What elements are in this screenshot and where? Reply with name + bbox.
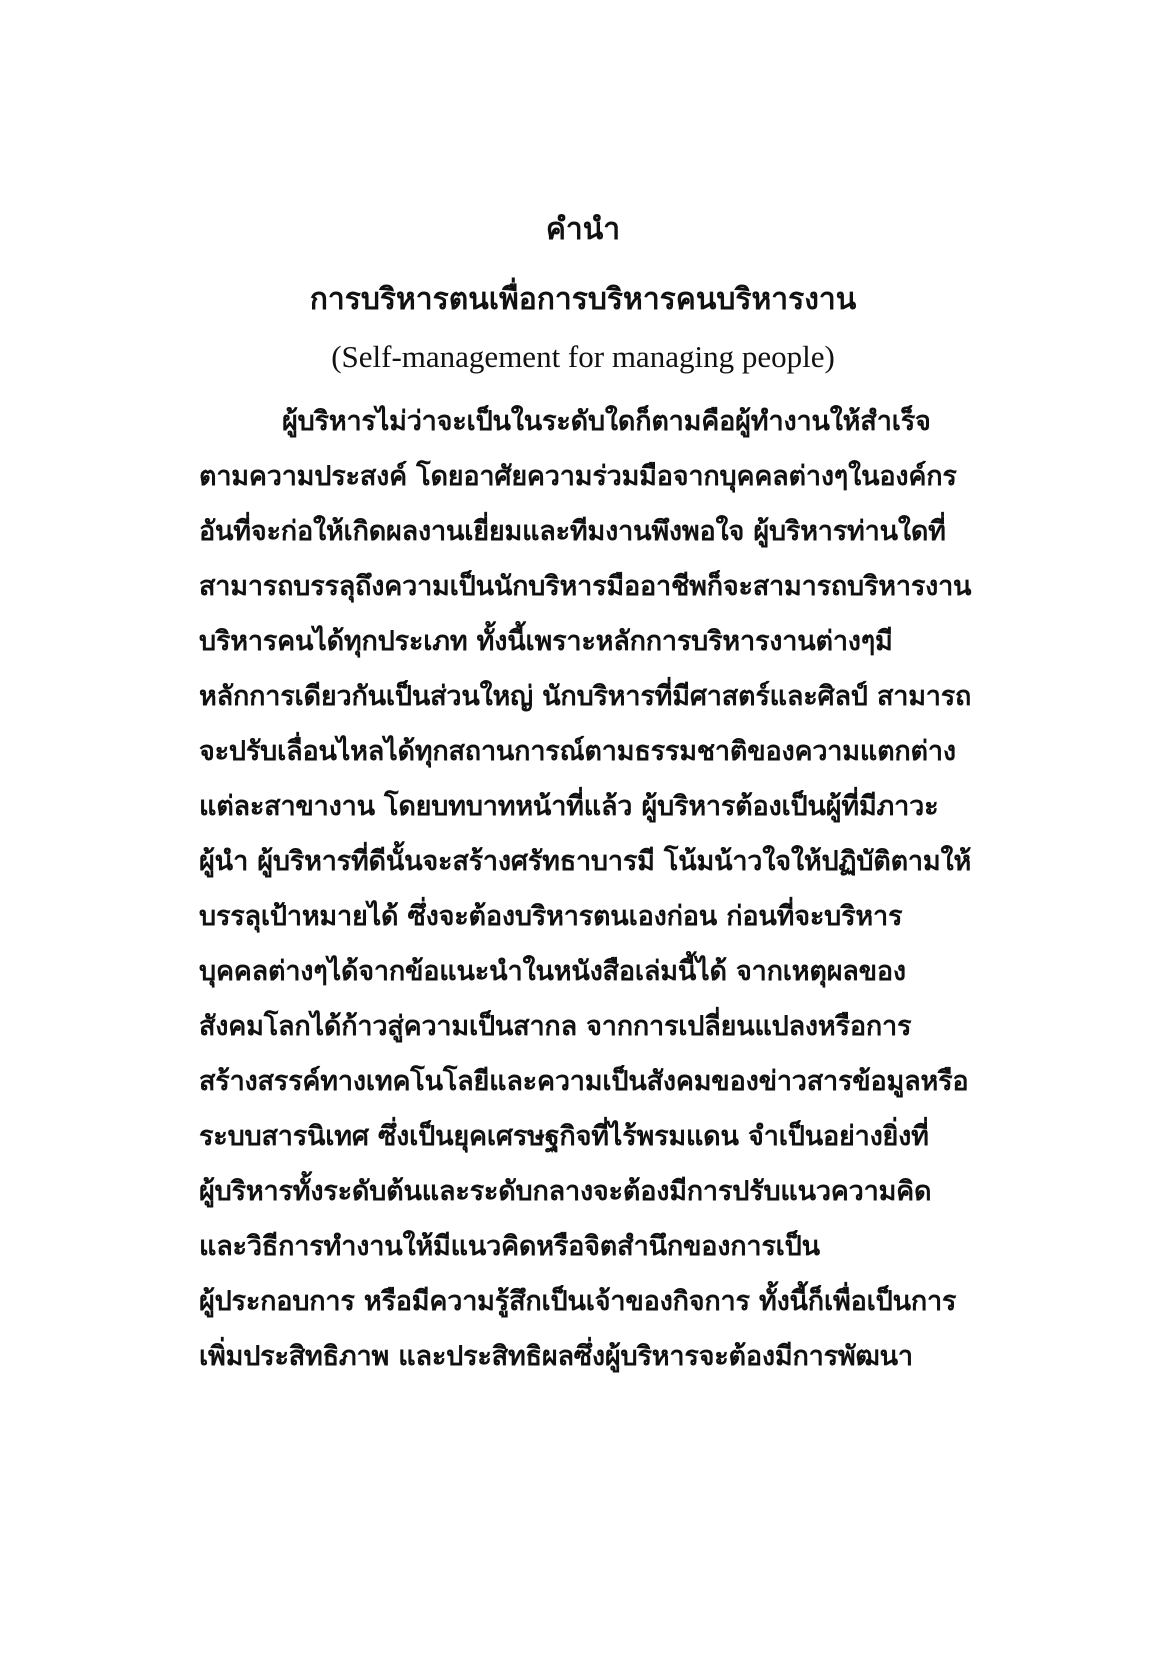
paragraph-line: สังคมโลกได้ก้าวสู่ความเป็นสากล จากการเปลี่ยนแปลงหรือการ (199, 1011, 912, 1042)
paragraph-line: จะปรับเลื่อนไหลได้ทุกสถานการณ์ตามธรรมชาติของความแตกต่าง (199, 736, 956, 767)
paragraph-line: บุคคลต่างๆได้จากข้อแนะนำในหนังสือเล่มนี้ได้ จากเหตุผลของ (199, 956, 906, 987)
paragraph-line: อันที่จะก่อให้เกิดผลงานเยี่ยมและทีมงานพึงพอใจ ผู้บริหารท่านใดที่ (199, 516, 946, 547)
paragraph-line: สามารถบรรลุถึงความเป็นนักบริหารมืออาชีพก็จะสามารถบริหารงาน (199, 571, 972, 602)
paragraph-line: บรรลุเป้าหมายได้ ซึ่งจะต้องบริหารตนเองก่อน ก่อนที่จะบริหาร (199, 901, 903, 932)
paragraph-line: สร้างสรรค์ทางเทคโนโลยีและความเป็นสังคมของข่าวสารข้อมูลหรือ (199, 1066, 969, 1097)
document-title: การบริหารตนเพื่อการบริหารคนบริหารงาน (309, 282, 857, 317)
paragraph-line: ผู้บริหารไม่ว่าจะเป็นในระดับใดก็ตามคือผู้ทำงานให้สำเร็จ (282, 406, 931, 437)
document-subtitle: (Self-management for managing people) (331, 339, 835, 374)
paragraph-line: ระบบสารนิเทศ ซึ่งเป็นยุคเศรษฐกิจที่ไร้พรมแดน จำเป็นอย่างยิ่งที่ (199, 1121, 929, 1152)
paragraph-line: บริหารคนได้ทุกประเภท ทั้งนี้เพราะหลักการบริหารงานต่างๆมี (199, 626, 893, 657)
paragraph-line: ผู้ประกอบการ หรือมีความรู้สึกเป็นเจ้าของกิจการ ทั้งนี้ก็เพื่อเป็นการ (199, 1286, 957, 1317)
paragraph-line: แต่ละสาขางาน โดยบทบาทหน้าที่แล้ว ผู้บริหารต้องเป็นผู้ที่มีภาวะ (199, 791, 939, 822)
paragraph-line: ผู้นำ ผู้บริหารที่ดีนั้นจะสร้างศรัทธาบารมี โน้มน้าวใจให้ปฏิบัติตามให้ (199, 846, 972, 877)
paragraph-line: ผู้บริหารทั้งระดับต้นและระดับกลางจะต้องมีการปรับแนวความคิด (199, 1176, 932, 1207)
paragraph-line: และวิธีการทำงานให้มีแนวคิดหรือจิตสำนึกของการเป็น (199, 1231, 820, 1262)
paragraph-line: เพิ่มประสิทธิภาพ และประสิทธิผลซึ่งผู้บริหารจะต้องมีการพัฒนา (199, 1341, 913, 1372)
preface-heading: คำนำ (545, 212, 621, 247)
paragraph-line: ตามความประสงค์ โดยอาศัยความร่วมมือจากบุคคลต่างๆในองค์กร (199, 461, 957, 492)
paragraph-line: หลักการเดียวกันเป็นส่วนใหญ่ นักบริหารที่มีศาสตร์และศิลป์ สามารถ (199, 681, 972, 712)
